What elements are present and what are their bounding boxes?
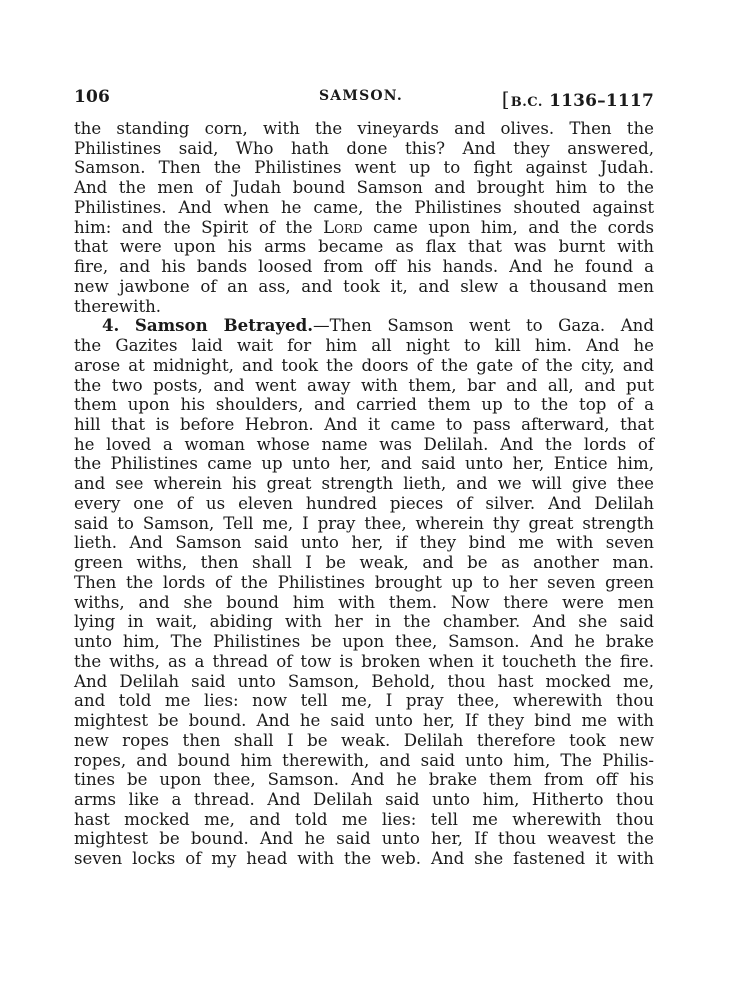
text-line: ropes, and bound him therewith, and said unto him, The Philis-	[74, 750, 654, 770]
section-heading: Samson Betrayed.	[134, 315, 313, 336]
section-number: 4.	[102, 315, 120, 336]
section-first-line-text: —Then Samson went to Gaza. And	[312, 316, 654, 336]
text-line: new ropes then shall I be weak. Delilah therefore took new	[74, 730, 654, 750]
text-line: Then the lords of the Philistines brought up to her seven green	[74, 572, 654, 592]
text-line: And the men of Judah bound Samson and brought him to the	[74, 178, 654, 198]
text-line: Philistines. And when he came, the Philistines shouted against	[74, 197, 654, 217]
text-line: and see wherein his great strength lieth, and we will give thee	[74, 474, 654, 494]
text-line	[74, 218, 654, 238]
section-first-line	[74, 316, 654, 336]
text-line: the Gazites laid wait for him all night to kill him. And he	[74, 336, 654, 356]
text-line: them upon his shoulders, and carried them up to the top of a	[74, 395, 654, 415]
continuation-paragraph	[74, 119, 654, 316]
divine-name: Lord	[323, 217, 363, 237]
text-line: the two posts, and went away with them, bar and all, and put	[74, 375, 654, 395]
body-text	[74, 119, 654, 869]
text-line: fire, and his bands loosed from off his hands. And he found a	[74, 257, 654, 277]
text-line: that were upon his arms became as flax that was burnt with	[74, 237, 654, 257]
text-line: every one of us eleven hundred pieces of silver. And Delilah	[74, 493, 654, 513]
text-line: he loved a woman whose name was Delilah. And the lords of	[74, 434, 654, 454]
bc-label: B.C.	[510, 95, 543, 110]
text-fragment: came upon him, and the cords	[362, 217, 654, 237]
text-line: said to Samson, Tell me, I pray thee, wherein thy great strength	[74, 513, 654, 533]
text-line: hast mocked me, and told me lies: tell me wherewith thou	[74, 809, 654, 829]
text-line: withs, and she bound him with them. Now there were men	[74, 592, 654, 612]
text-line: lieth. And Samson said unto her, if they bind me with seven	[74, 533, 654, 553]
text-line: and told me lies: now tell me, I pray thee, wherewith thou	[74, 691, 654, 711]
text-line: tines be upon thee, Samson. And he brake them from off his	[74, 770, 654, 790]
text-line: Philistines said, Who hath done this? And they answered,	[74, 138, 654, 158]
text-line: the Philistines came up unto her, and said unto her, Entice him,	[74, 454, 654, 474]
page-number: 106	[74, 87, 111, 107]
date-range	[502, 87, 654, 111]
text-line: new jawbone of an ass, and took it, and slew a thousand men	[74, 276, 654, 296]
text-line: the standing corn, with the vineyards and olives. Then the	[74, 119, 654, 138]
text-line: therewith.	[74, 296, 162, 316]
text-line: seven locks of my head with the web. And she fastened it with	[74, 849, 654, 869]
date-bracket: [	[501, 87, 510, 111]
text-line: And Delilah said unto Samson, Behold, thou hast mocked me,	[74, 671, 654, 691]
text-line: arose at midnight, and took the doors of the gate of the city, and	[74, 355, 654, 375]
text-fragment: him: and the Spirit of the	[74, 217, 324, 237]
running-title: SAMSON.	[319, 88, 403, 104]
text-line: the withs, as a thread of tow is broken when it toucheth the fire.	[74, 651, 654, 671]
text-line: unto him, The Philistines be upon thee, Samson. And he brake	[74, 632, 654, 652]
running-head	[74, 87, 654, 111]
text-line: hill that is before Hebron. And it came to pass afterward, that	[74, 415, 654, 435]
text-line: arms like a thread. And Delilah said unto him, Hitherto thou	[74, 789, 654, 809]
text-line: green withs, then shall I be weak, and be as another man.	[74, 553, 654, 573]
section-paragraph	[74, 316, 654, 869]
text-line: mightest be bound. And he said unto her, If thou weavest the	[74, 829, 654, 849]
text-line: lying in wait, abiding with her in the chamber. And she said	[74, 612, 654, 632]
text-line: Samson. Then the Philistines went up to fight against Judah.	[74, 158, 654, 178]
date-years: 1136–1117	[549, 91, 654, 111]
text-line: mightest be bound. And he said unto her, If they bind me with	[74, 711, 654, 731]
